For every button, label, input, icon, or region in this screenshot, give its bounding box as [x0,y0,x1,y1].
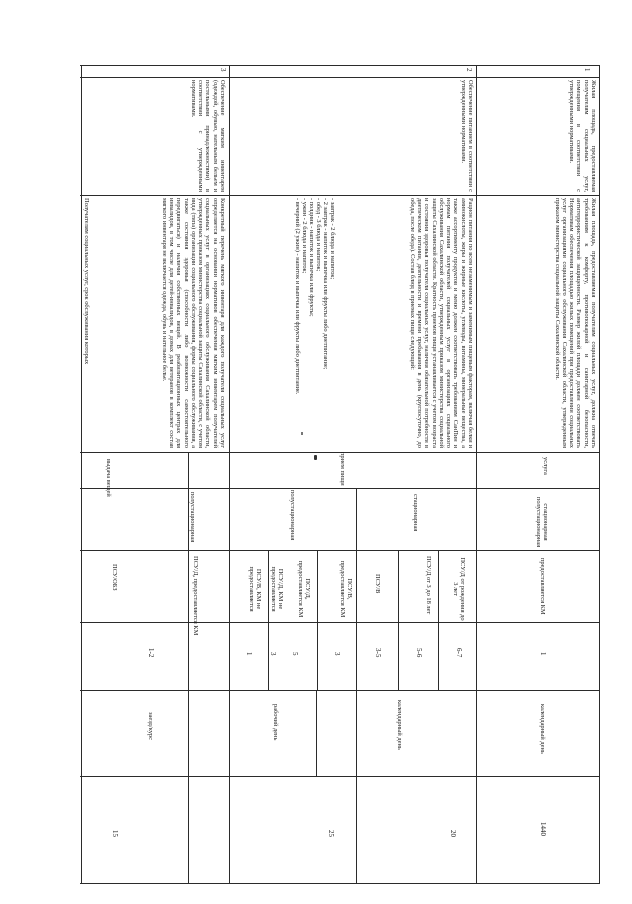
row3-form: полустационарная [189,492,196,543]
row2-sub-sep-c [317,550,318,690]
row2-cat-7: ПСУ/В, КМ не предоставляется [247,566,262,612]
row3-tail: Получателям социальных услуг, срок обслуживания которых [83,198,90,365]
col-sep-unit [80,488,600,489]
row3-unit: выдача вещей [105,459,112,497]
row2-norm-1: 6-7 [455,648,463,658]
row1-number: 1 [583,68,591,72]
row1-period: календарный день [539,704,546,754]
row2-description: Рацион питания по всем незаменимым и заменимым пищевым факторам, включая белки и аминокислоты, жиры и жирные кислоты, углеводы, витамины, минеральные вещества, а также ассортименту продуктов и меню должен соответствовать требованиям СанПин и нормам питания получателей социальных услуг в организациях социального обслуживания Сахалинской области, утвержденным приказом министерства социальной защиты Сахалинской области. Кратность приемов пищи устанавливается с учетом возраста и состояния здоровья получателя социальных услуг, наличия обязательной потребности в диетическом питании, деятельности и времени пребывания в день (круглосуточно, до обеда, после обеда). Состав блюд в приемах пищи следующий: [408,198,474,449]
row2-menu-4: - полдник - напиток и выпечка или фрукты; [308,198,315,317]
row1-norm: 1 [539,652,547,656]
row2-cat-3: ПСУ/В [374,574,381,594]
row3-category: ПСУ/ОБЗ [111,564,118,591]
row2-menu-6: - вечерний (2 ужин) - напиток и выпечка или фрукты либо диетпитание. [294,198,301,395]
row2-sub-sep-form [356,488,357,883]
row-sep-2-3 [229,65,230,883]
row1-requirement: Жилая площадь, предоставляемая получателям социальных услуг, помещения в соответствии с утвержденными нормативами. [568,80,597,192]
row2-requirement: Обеспечение питанием в соответствии с утвержденными нормативами. [459,80,474,192]
table-border-left [81,65,82,883]
row2-norm-2: 5-6 [415,648,423,658]
table-border-right [599,65,600,883]
row3-requirement: Обеспечение мягким инвентарем (одеждой, обувью, нательным бельем и постельными принадлежностями) в соответствии с утвержденными нормативами. [189,80,226,192]
row2-max-b: 25 [327,830,335,837]
row2-number: 2 [465,68,473,72]
row1-max: 1440 [539,822,547,836]
row2-menu-1: - завтрак - 2 блюда и напиток; [329,198,336,280]
row2-norm-5: 5 [291,652,299,656]
row2-sub-sep-a [438,550,439,690]
row2-cat-1: ПСУ/Д от рождения до 3 лет [451,557,466,621]
row2-unit: прием пищи [339,452,346,486]
row3-description: Конкретный перечень мягкого инвентаря для каждого получателя социальных услуг определяется на основании нормативов обеспечения мягким инвентарем получателей социальных услуг в организациях социального обслуживания Сахалинской области, утвержденных приказом министерства социальной защиты Сахалинской области, с учетом вида (типа) организации социального обслуживания, формы социального обслуживания, а также состояния здоровья (способности либо возможности самостоятельного передвигаться) и наличия собственных вещей. В реабилитационных центрах для инвалидов, в том числе для детей-инвалидов, в домах для ветеранов в комплект состав мягкого инвентаря не включается одежда, обувь и нательное белье. [160,198,226,448]
col-sep-category [80,622,600,623]
row2-form-a: стационарная [412,494,419,532]
col-sep-norm [80,690,600,691]
row2-norm-7: 1 [245,652,253,656]
col-sep-num [80,77,600,78]
row2-norm-3: 3-5 [374,648,382,658]
row2-cat-5: ПСУ/Д, предоставляется КМ [296,560,311,618]
scan-speck [301,432,303,435]
row1-description: Жилая площадь, предоставляемая получателям социальных услуг, должна отвечать требованиям к комфорту, противопожарной и санитарной безопасности, антитеррористической защищенности. Размер жилой площади должен соответствовать Нормативам обеспечения площадью жилых помещений при предоставлении социальных услуг организациями социального обслуживания Сахалинской области, утвержденным приказом министерства социальной защиты Сахалинской области. [553,198,597,448]
row1-unit: услуга [542,457,549,475]
row2-max-a: 20 [449,830,457,837]
scan-mark [314,455,317,460]
row1-category: предоставляется КМ [539,558,546,615]
row2-cat-6: ПСУ/Д, КМ не предоставляется [269,566,284,612]
row2-menu-5: - ужин - 2 блюда и напиток; [301,198,308,274]
row-sep-1-2 [476,65,477,883]
col-sep-period [80,776,600,777]
row2-period-a: календарный день [396,700,403,750]
row3-max: 15 [111,830,119,837]
row2-sub-sep-b [398,550,399,690]
row2-norm-6: 3 [269,652,277,656]
row2-norm-4: 3 [333,652,341,656]
row2-form-b: полустационарная [289,490,296,541]
table-border-top [80,65,600,66]
row2-sub-sep-period [316,690,317,776]
row2-cat-4: ПСУ/В, предоставляется КМ [338,560,353,618]
row2-cat-2: ПСУ/Д от 3 до 18 лет [425,556,432,615]
row3-category-top: ПСУ/Д, предоставляется КМ [192,556,199,636]
col-sep-form [80,550,600,551]
row2-menu-2: - 2 завтрак - напиток и выпечка или фрукты либо диетпитание; [322,198,329,370]
row3-norm: 1-2 [147,648,155,658]
table-border-bottom [80,883,600,884]
row2-period-b: рабочий день [272,704,279,741]
row3-number: 3 [219,68,227,72]
row1-form: стационарная полустационарная [534,496,549,548]
row3-period: заезд/курс [147,712,154,740]
row2-menu-3: - обед - 3 блюда и напиток; [315,198,322,272]
col-sep-requirement [80,195,600,196]
